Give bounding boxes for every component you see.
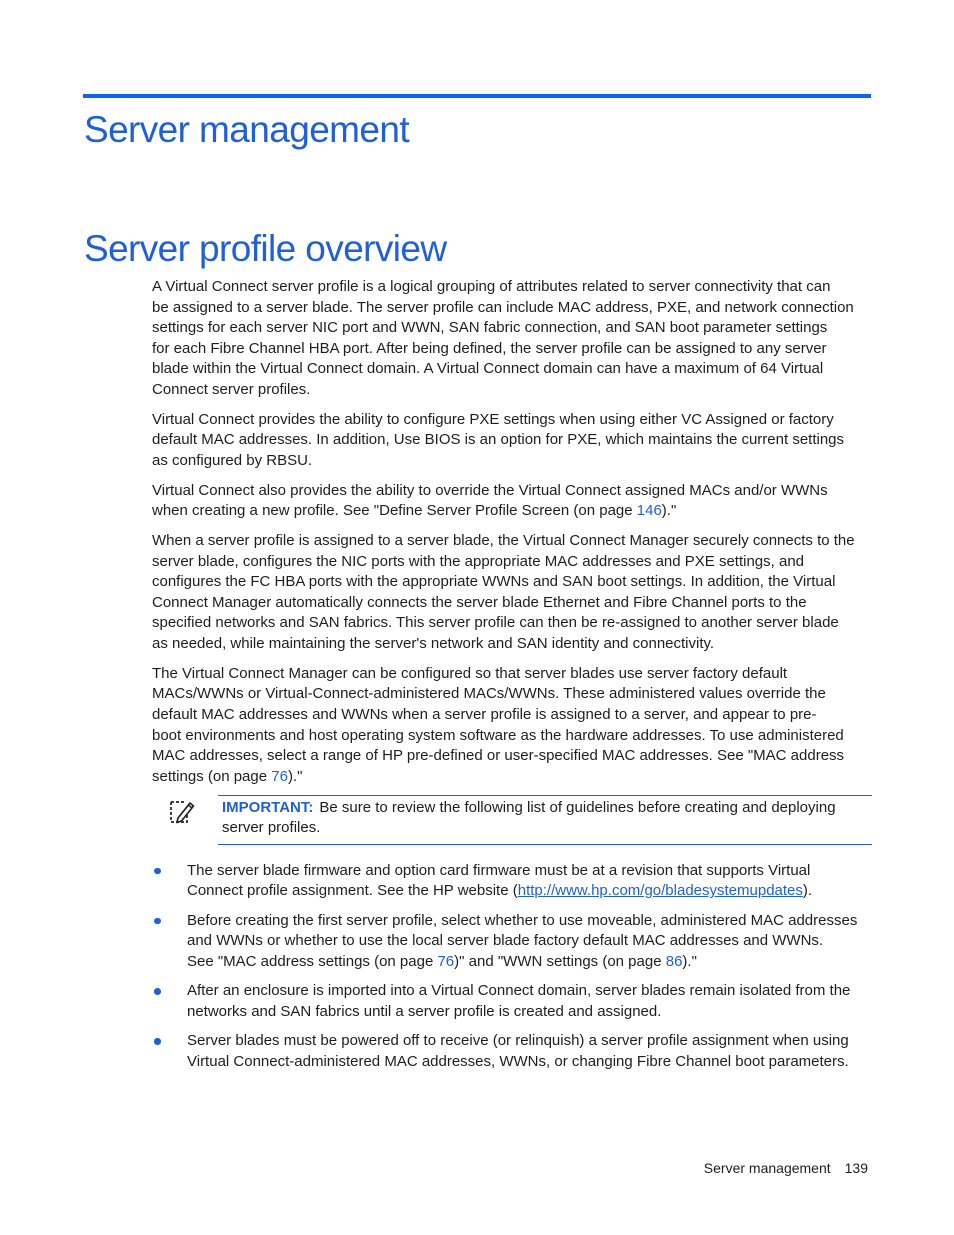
text-segment: See "MAC address settings (on page <box>187 952 438 970</box>
section-title: Server profile overview <box>84 228 447 269</box>
paragraph-line: MACs/WWNs or Virtual-Connect-administered MACs/WWNs. These administered values override the <box>152 685 826 703</box>
text-segment: ). <box>802 882 813 900</box>
text-segment: )." <box>661 502 677 520</box>
paragraph-line: specified networks and SAN fabrics. This server profile can then be re-assigned to another server blade <box>152 614 839 632</box>
page-footer <box>704 1158 868 1178</box>
paragraph-line: Virtual Connect provides the ability to configure PXE settings when using either VC Assigned or factory <box>152 410 834 428</box>
text-segment: Connect profile assignment. See the HP website ( <box>187 882 518 900</box>
bullet-icon <box>154 988 161 995</box>
list-item-line: Before creating the first server profile, select whether to use moveable, administered MAC addresses <box>187 911 858 929</box>
section-body <box>152 277 872 1081</box>
paragraph-line: The Virtual Connect Manager can be configured so that server blades use server factory default <box>152 664 788 682</box>
paragraph-line: configures the FC HBA ports with the appropriate WWNs and SAN boot settings. In addition, the Virtual <box>152 573 836 591</box>
list-item-line: and WWNs or whether to use the local server blade factory default MAC addresses and WWNs. <box>187 932 824 950</box>
page-link-86[interactable]: 86 <box>665 952 683 970</box>
page-number: 139 <box>844 1160 868 1176</box>
important-line: server profiles. <box>222 819 321 837</box>
paragraph-line: Connect server profiles. <box>152 380 311 398</box>
list-item-line: The server blade firmware and option card firmware must be at a revision that supports Virtual <box>187 861 811 879</box>
text-segment: )." <box>287 767 303 785</box>
paragraph-line: be assigned to a server blade. The server profile can include MAC address, PXE, and network connection <box>152 298 854 316</box>
chapter-title: Server management <box>84 109 410 150</box>
guidelines-list <box>152 861 872 1073</box>
text-segment: )." <box>682 952 697 970</box>
list-item-line: Server blades must be powered off to receive (or relinquish) a server profile assignment when using <box>187 1032 849 1050</box>
paragraph-pxe-settings <box>152 410 872 472</box>
chapter-top-rule <box>83 94 871 98</box>
important-line <box>222 798 872 819</box>
paragraph-administered-addresses <box>152 664 872 788</box>
paragraph-line: boot environments and host operating system software as the hardware addresses. To use administered <box>152 726 844 744</box>
paragraph-line: default MAC addresses. In addition, Use BIOS is an option for PXE, which maintains the current settings <box>152 431 845 449</box>
bullet-icon <box>154 1038 161 1045</box>
paragraph-line: for each Fibre Channel HBA port. After being defined, the server profile can be assigned to any server <box>152 339 827 357</box>
bullet-icon <box>154 868 161 875</box>
paragraph-profile-assignment <box>152 531 872 655</box>
paragraph-line: A Virtual Connect server profile is a logical grouping of attributes related to server connectivity that can <box>152 278 831 295</box>
page-link-76[interactable]: 76 <box>437 952 455 970</box>
paragraph-line <box>152 501 872 522</box>
list-item <box>152 911 872 973</box>
paragraph-line <box>152 767 872 788</box>
list-item <box>152 1031 872 1072</box>
paragraph-override-macs <box>152 481 872 522</box>
list-item-line: networks and SAN fabrics until a server profile is created and assigned. <box>187 1002 662 1020</box>
important-label: IMPORTANT: <box>222 798 314 816</box>
paragraph-line: Connect Manager automatically connects the server blade Ethernet and Fibre Channel ports to the <box>152 593 807 611</box>
paragraph-line: as needed, while maintaining the server's network and SAN identity and connectivity. <box>152 635 715 653</box>
hp-website-link[interactable]: http://www.hp.com/go/bladesystemupdates <box>517 882 803 900</box>
paragraph-line: Virtual Connect also provides the ability to override the Virtual Connect assigned MACs and/or WWNs <box>152 481 828 499</box>
list-item <box>152 861 872 902</box>
page-link-146[interactable]: 146 <box>636 502 662 520</box>
list-item <box>152 981 872 1022</box>
paragraph-line: When a server profile is assigned to a server blade, the Virtual Connect Manager securely connects to the <box>152 532 855 550</box>
list-item-line: Virtual Connect-administered MAC addresses, WWNs, or changing Fibre Channel boot parameters. <box>187 1052 849 1070</box>
bullet-icon <box>154 918 161 925</box>
paragraph-line: MAC addresses, select a range of HP pre-defined or user-specified MAC addresses. See "MAC address <box>152 747 845 765</box>
list-item-line <box>187 952 872 973</box>
list-item-line <box>187 881 872 902</box>
paragraph-line: default MAC addresses and WWNs when a server profile is assigned to a server, and appear to pre- <box>152 706 817 724</box>
footer-section-name: Server management <box>703 1160 831 1176</box>
important-text: Be sure to review the following list of guidelines before creating and deploying <box>319 798 836 816</box>
text-segment: settings (on page <box>152 767 272 785</box>
important-note <box>218 795 872 845</box>
paragraph-profile-definition <box>152 277 872 401</box>
note-pencil-icon <box>168 797 196 825</box>
page-link-76[interactable]: 76 <box>271 767 288 785</box>
paragraph-line: settings for each server NIC port and WWN, SAN fabric connection, and SAN boot parameter settings <box>152 319 828 337</box>
paragraph-line: server blade, configures the NIC ports with the appropriate MAC addresses and PXE settings, and <box>152 552 805 570</box>
paragraph-line: as configured by RBSU. <box>152 451 313 469</box>
list-item-line: After an enclosure is imported into a Virtual Connect domain, server blades remain isolated from the <box>187 982 851 1000</box>
paragraph-line: blade within the Virtual Connect domain. A Virtual Connect domain can have a maximum of 64 Virtual <box>152 360 824 378</box>
text-segment: when creating a new profile. See "Define Server Profile Screen (on page <box>152 502 637 520</box>
text-segment: )" and "WWN settings (on page <box>454 952 666 970</box>
